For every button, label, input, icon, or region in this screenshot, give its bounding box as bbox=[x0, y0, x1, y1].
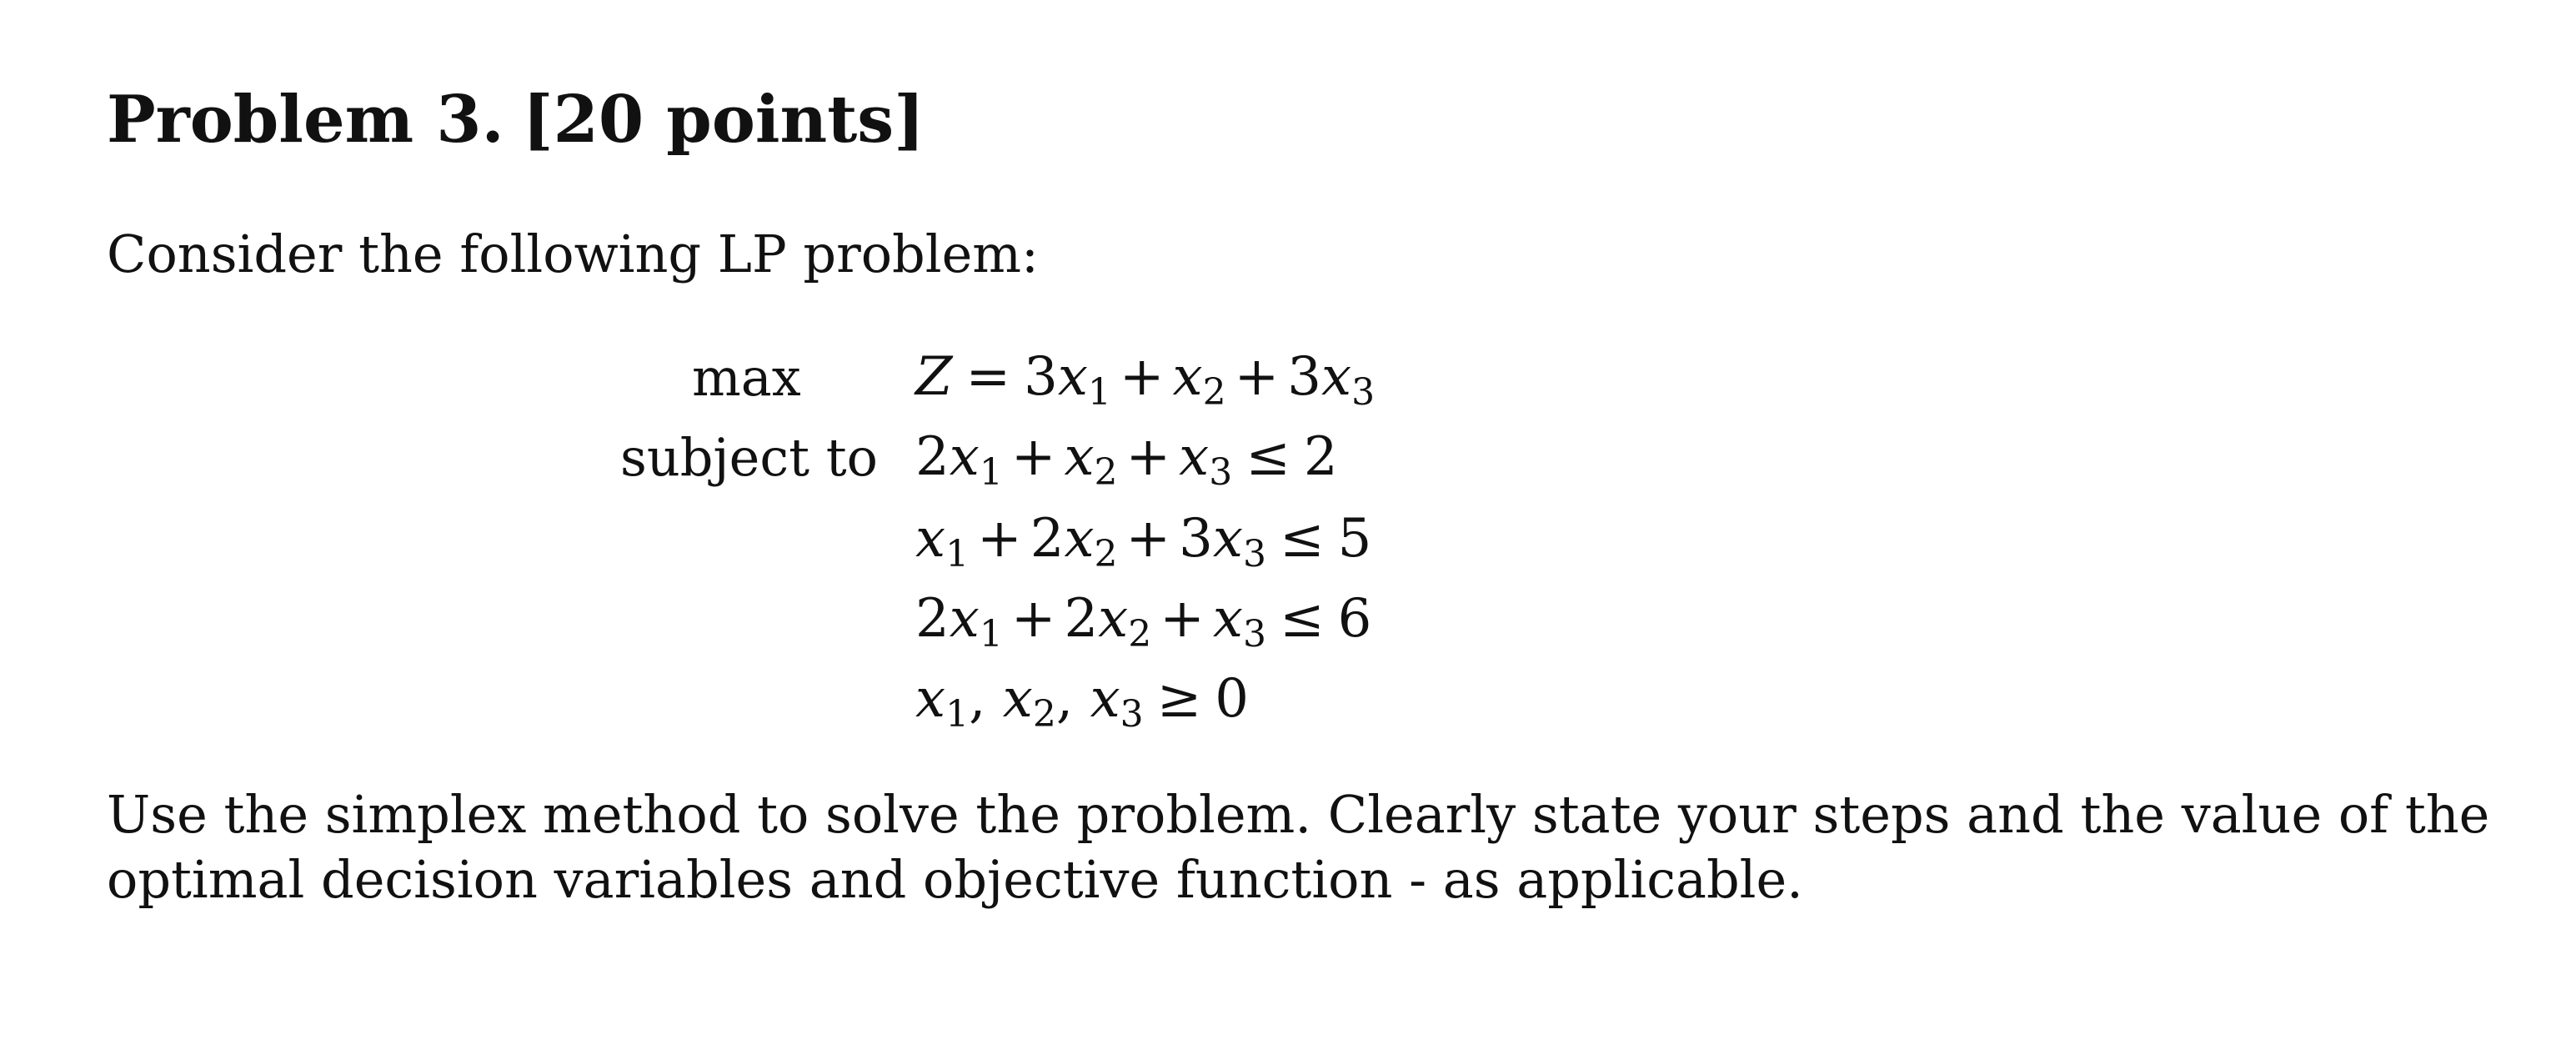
instruction-paragraph bbox=[107, 782, 2490, 912]
problem-title bbox=[107, 82, 925, 158]
constraint-1: $2x_1 + x_2 + x_3 \le 2$ bbox=[915, 426, 1338, 494]
nonneg-relation: ≥ bbox=[1156, 668, 1202, 730]
subject-to-label: subject to bbox=[620, 427, 878, 488]
constraint-3: $2x_1 + 2x_2 + x_3 \le 6$ bbox=[915, 588, 1372, 656]
objective-equals: = bbox=[965, 346, 1011, 408]
constraint-2-coef-3: 3 bbox=[1179, 508, 1213, 570]
problem-number: Problem 3. bbox=[107, 82, 504, 158]
constraint-3-coef-1: 2 bbox=[915, 588, 950, 650]
instruction-line-1: Use the simplex method to solve the problem. Clearly state your steps and the value of the bbox=[107, 784, 2490, 845]
nonnegativity-constraint: $x_1$, $x_2$, $x_3 \ge 0$ bbox=[915, 668, 1249, 736]
objective-lhs: Z bbox=[915, 346, 953, 408]
constraint-1-coef-1: 2 bbox=[915, 426, 950, 488]
constraint-2: $x_1 + 2x_2 + 3x_3 \le 5$ bbox=[915, 508, 1372, 575]
objective-coef-3: 3 bbox=[1287, 346, 1321, 408]
constraint-2-relation: ≤ bbox=[1279, 508, 1325, 570]
objective-coef-1: 3 bbox=[1024, 346, 1058, 408]
constraint-3-rhs: 6 bbox=[1337, 588, 1372, 650]
max-label: max bbox=[692, 347, 801, 408]
constraint-3-coef-2: 2 bbox=[1064, 588, 1099, 650]
nonneg-rhs: 0 bbox=[1215, 668, 1249, 730]
instruction-line-2: optimal decision variables and objective function - as applicable. bbox=[107, 849, 1803, 910]
objective-function: $Z = 3x_1 + x_2 + 3x_3$ bbox=[915, 346, 1376, 414]
constraint-2-coef-2: 2 bbox=[1030, 508, 1065, 570]
problem-points: [20 points] bbox=[522, 82, 925, 158]
constraint-3-relation: ≤ bbox=[1279, 588, 1325, 650]
problem-intro: Consider the following LP problem: bbox=[107, 224, 1039, 284]
constraint-1-relation: ≤ bbox=[1245, 426, 1291, 488]
constraint-1-rhs: 2 bbox=[1303, 426, 1338, 488]
constraint-2-rhs: 5 bbox=[1337, 508, 1372, 570]
